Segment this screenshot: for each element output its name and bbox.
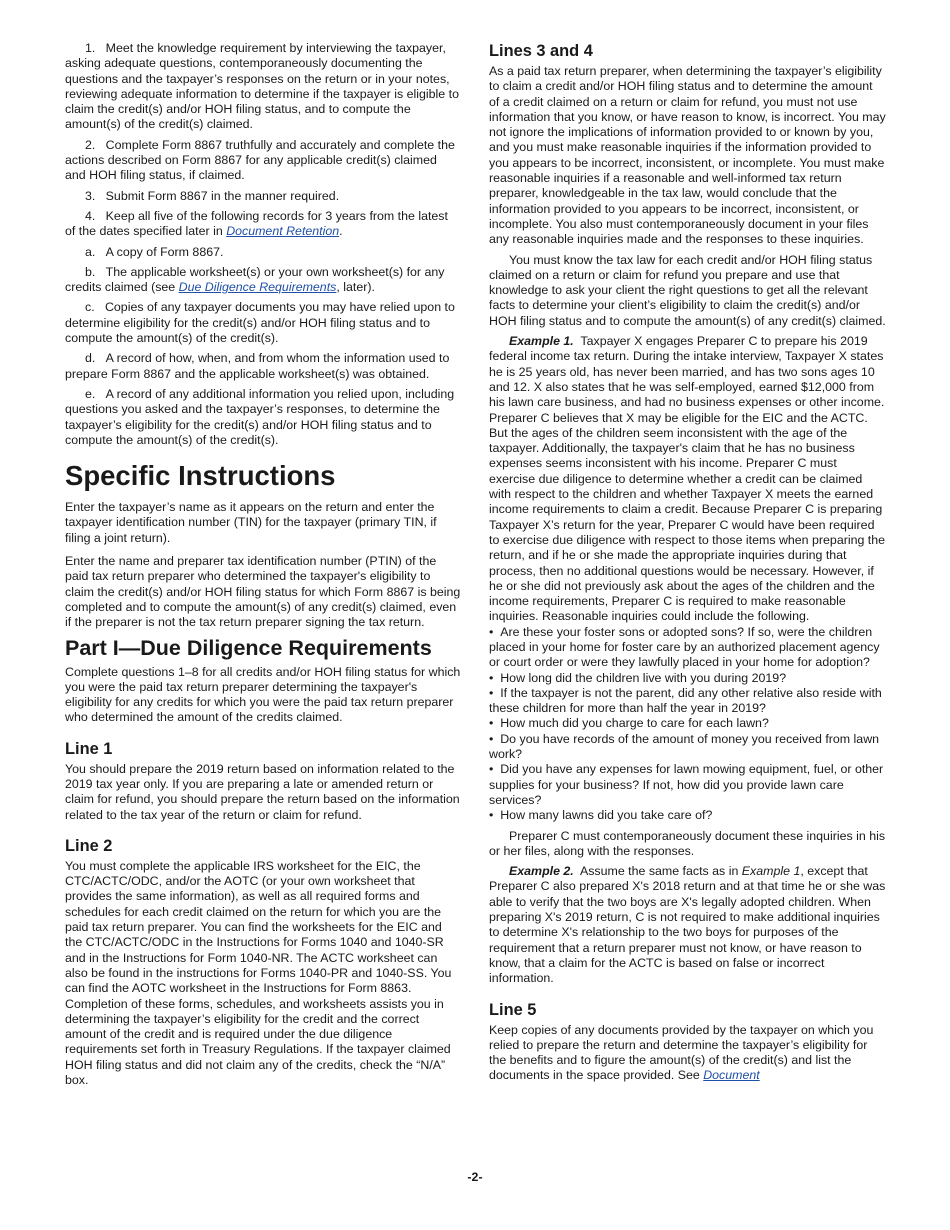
- requirement-3: 3. Submit Form 8867 in the manner required.: [85, 188, 340, 203]
- specific-instructions-heading: Specific Instructions: [65, 460, 336, 492]
- list-item: • Are these your foster sons or adopted sons? If so, were the children placed in your home for foster care by an authorized placement agency or court order or were they lawfully placed in your home for adoption?: [489, 625, 886, 671]
- record-c: c. Copies of any taxpayer documents you may have relied upon to determine eligibility for the credit(s) and/or HOH filing status and to compute the amount(s) of the credit(s).: [65, 300, 455, 346]
- requirement-2: 2. Complete Form 8867 truthfully and accurately and complete the actions described on Form 8867 for any applicable credit(s) claimed and HOH filing status, if claimed.: [65, 137, 455, 183]
- document-retention-link[interactable]: Document Retention: [226, 224, 340, 239]
- list-item: • Do you have records of the amount of money you received from lawn work?: [489, 732, 886, 763]
- list-item: • How much did you charge to care for each lawn?: [489, 716, 886, 731]
- requirement-4: 4. Keep all five of the following records for 3 years from the latest of the dates specified later in Document Retention.: [65, 208, 448, 239]
- line5-para: Keep copies of any documents provided by the taxpayer on which you relied to prepare the return and determine the taxpayer’s eligibility for the benefits and to figure the amount(s) of the credit(s) and list the documents in the space provided. See Document: [489, 1022, 874, 1083]
- lines34-para-2: You must know the tax law for each credit and/or HOH filing status claimed on a return or claim for refund you prepare and use that knowledge to ask your client the right questions to get all the relevant facts to determine your client’s eligibility to claim the credit(s) and/or HOH filing status and to compute the amount(s) of any credit(s) claimed.: [489, 252, 886, 328]
- due-diligence-link[interactable]: Due Diligence Requirements: [178, 280, 337, 295]
- right-column: [489, 41, 886, 1089]
- part1-heading: Part I—Due Diligence Requirements: [65, 635, 432, 660]
- line2-para: You must complete the applicable IRS worksheet for the EIC, the CTC/ACTC/ODC, and/or the AOTC (or your own worksheet that provides the same information), as well as all required forms and schedules for each credit claimed on the return for which you are the paid tax return preparer. You can find the worksheets for the EIC and the CTC/ACTC/ODC in the Instructions for Forms 1040 and 1040-SR and in the Instructions for Form 1040-NR. The ACTC worksheet can also be found in the instructions for Forms 1040-PR and 1040-SS. You can find the AOTC worksheet in the Instructions for Form 8863. Completion of these forms, schedules, and worksheets assists you in determining the taxpayer’s eligibility for the credit and the correct amount of the credit and is required under the due diligence requirements set forth in Treasury Regulations. If the taxpayer claimed HOH filing status and did not claim any of the credits, check the “N/A” box.: [65, 858, 452, 1088]
- example-1-followup: Preparer C must contemporaneously document these inquiries in his or her files, along with the responses.: [489, 828, 886, 858]
- specific-instructions-para-2: Enter the name and preparer tax identification number (PTIN) of the paid tax return preparer who determined the taxpayer's eligibility to claim the credit(s) and/or HOH filing status for which Form 8867 is being completed and to compute the amount(s) of any credit(s) claimed, even if the preparer is not the tax return preparer signing the tax return.: [65, 554, 461, 630]
- line2-heading: Line 2: [65, 836, 113, 855]
- example-2: Example 2. Assume the same facts as in Example 1, except that Preparer C also prepared X's 2018 return and at that time he or she was able to verify that the two boys are X's legally adopted children. When preparing X's 2019 return, C is not required to make additional inquiries to determine X's relationship to the two boys for purposes of the requirement that a return preparer must not know, or have reason to know, that a claim for the ACTC is based on false or incorrect information.: [489, 864, 886, 986]
- record-e: e. A record of any additional information you relied upon, including questions you asked and the taxpayer’s responses, to determine the taxpayer’s eligibility for the credit(s) and/or HOH filing status and to compute the amount(s) of the credit(s).: [65, 386, 455, 447]
- example-1-label: Example 1.: [509, 334, 574, 349]
- list-item: • If the taxpayer is not the parent, did any other relative also reside with these children for more than half the year in 2019?: [489, 686, 886, 717]
- part1-para: Complete questions 1–8 for all credits and/or HOH filing status for which you were the paid tax return preparer determining the taxpayer's eligibility for any credits for which you were the paid tax return preparer who determined the amount of the credits claimed.: [65, 664, 461, 725]
- requirement-1: 1. Meet the knowledge requirement by interviewing the taxpayer, asking adequate questions, contemporaneously documenting the questions and the taxpayer’s responses on the return or in your notes, reviewing adequate information to determine if the taxpayer is eligible to claim the credit(s) and/or HOH filing status, and to compute the amount(s) of the credit(s) claimed.: [65, 41, 459, 132]
- example-1: Example 1. Taxpayer X engages Preparer C to prepare his 2019 federal income tax return. During the intake interview, Taxpayer X states he is 25 years old, has never been married, and has two sons ages 10 and 12. X also states that he was self-employed, earned $12,000 from his lawn care business, and had no business expenses or other income. Preparer C believes that X may be eligible for the EIC and the ACTC. But the ages of the children seem inconsistent with the age of the taxpayer. Additionally, the taxpayer's claim that he has no business expenses seems inconsistent with his income. Preparer C must exercise due diligence to determine whether a credit can be claimed with respect to the children and whether Taxpayer X meets the earned income requirements to claim a credit. Because Preparer C is preparing Taxpayer X’s return for the year, Preparer C would have been required to exercise due diligence with respect to those items when preparing the return, and if he or she made the appropriate inquiries during that process, then no additional questions would be necessary. However, if he or she did not previously ask about the ages of the children and the income requirements, Preparer C is required to make reasonable inquiries. Reasonable inquiries could include the following.: [489, 334, 886, 624]
- list-item: • How many lawns did you take care of?: [489, 808, 886, 823]
- lines34-heading: Lines 3 and 4: [489, 42, 593, 60]
- specific-instructions-para-1: Enter the taxpayer’s name as it appears on the return and enter the taxpayer identification number (TIN) for the taxpayer (primary TIN, if filing a joint return).: [65, 500, 437, 545]
- list-item: • How long did the children live with you during 2019?: [489, 671, 886, 686]
- record-b: b. The applicable worksheet(s) or your own worksheet(s) for any credits claimed (see Due Diligence Requirements, later).: [65, 264, 445, 295]
- example-2-label: Example 2.: [509, 864, 574, 879]
- line1-heading: Line 1: [65, 739, 113, 758]
- line1-para: You should prepare the 2019 return based on information related to the 2019 tax year only. If you are preparing a late or amended return or claim for refund, you should prepare the return based on the information related to the tax year of the return or claim for refund.: [65, 761, 460, 822]
- lines34-para-1: As a paid tax return preparer, when determining the taxpayer’s eligibility to claim a credit and/or HOH filing status and to determine the amount of a credit claimed on a return or claim for refund, you must not use information that you know, or have reason to know, is incorrect. You may not ignore the implications of information provided to or known by you, and you must make reasonable inquiries if the information provided to you appears to be incorrect, inconsistent, or incomplete. You must make reasonable inquiries if a reasonable and well-informed tax return preparer, knowledgeable in the tax law, would conclude that the information provided to you appears to be incorrect, inconsistent, or incomplete. You also must contemporaneously document in your files any reasonable inquiries made and the responses to these inquiries.: [489, 64, 886, 247]
- page-number: -2-: [467, 1170, 483, 1184]
- document-link[interactable]: Document: [703, 1068, 760, 1083]
- list-item: • Did you have any expenses for lawn mowing equipment, fuel, or other supplies for your business? If not, how did you provide lawn care services?: [489, 762, 886, 808]
- record-d: d. A record of how, when, and from whom the information used to prepare Form 8867 and the applicable worksheet(s) was obtained.: [65, 351, 450, 381]
- line5-heading: Line 5: [489, 1000, 537, 1019]
- left-column: [65, 41, 461, 1093]
- record-a: a. A copy of Form 8867.: [85, 244, 224, 259]
